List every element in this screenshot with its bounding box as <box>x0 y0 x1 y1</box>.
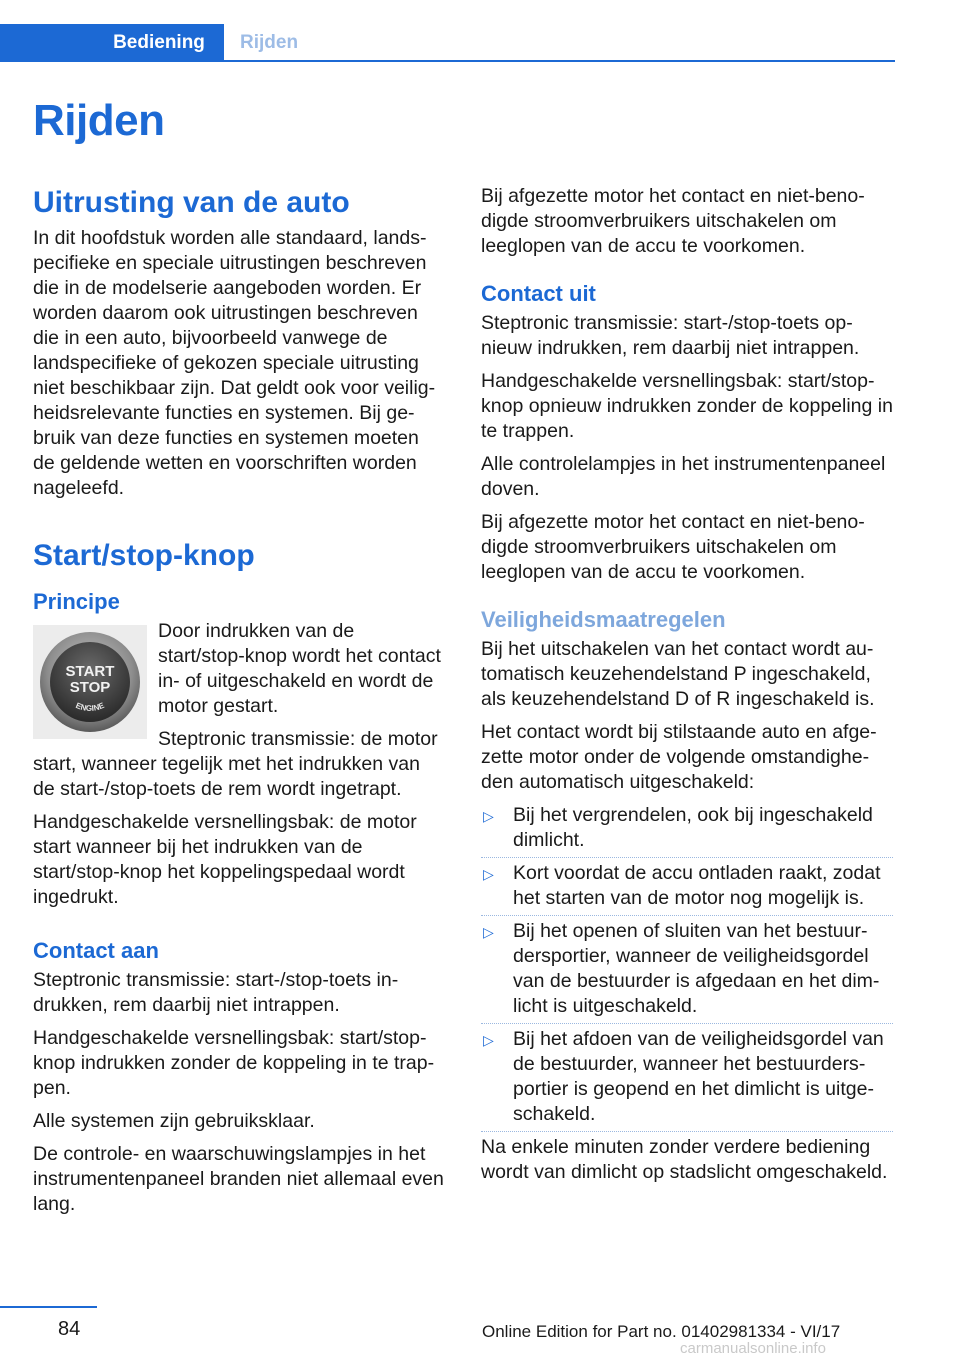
page-number: 84 <box>58 1318 81 1340</box>
watermark: carmanualsonline.info <box>680 1340 826 1357</box>
section-title-startstop: Start/stop-knop <box>33 539 255 572</box>
contact-aan-paragraph-1: Steptronic transmissie: start-/stop-toets indrukken, rem daarbij niet intrappen. <box>33 969 399 1016</box>
list-divider <box>481 856 893 858</box>
list-divider <box>481 1130 893 1132</box>
veiligheid-paragraph-3: Na enkele minuten zonder verdere bediening wordt van dimlicht op stadslicht omgeschakeld. <box>481 1136 888 1183</box>
contact-aan-paragraph-2: Handgeschakelde versnellingsbak: start/stop-knop indrukken zonder de koppeling in te trappen. <box>33 1027 435 1099</box>
contact-uit-paragraph-3: Alle controlelampjes in het instrumentenpaneel doven. <box>481 453 886 500</box>
principe-block <box>33 619 445 910</box>
triangle-bullet-icon: ▷ <box>483 866 494 882</box>
veiligheid-paragraph-2: Het contact wordt bij stilstaande auto en afgezette motor onder de volgende omstandigheden automatisch uitgeschakeld: <box>481 721 877 793</box>
footer-rule <box>0 1306 97 1308</box>
uitrusting-paragraph: In dit hoofdstuk worden alle standaard, landspecifieke en speciale uitrustingen beschreven die in de modelserie aangeboden worden. Er worden daarom ook uitrustingen beschreven die in een auto, bijvoorbeeld vanwege de landspecifieke of gekozen speciale uitrusting niet beschikbaar zijn. Dat geldt ook voor veiligheidsrelevante functies en systemen. Bij gebruik van deze functies en systemen moeten de geldende wetten en voorschriften worden nageleefd. <box>33 227 436 499</box>
subsection-title-contact-uit: Contact uit <box>481 281 596 306</box>
triangle-bullet-icon: ▷ <box>483 924 494 940</box>
contact-uit-paragraph-1: Steptronic transmissie: start-/stop-toets opnieuw indrukken, rem daarbij niet intrappen. <box>481 312 860 359</box>
list-item <box>481 803 893 853</box>
contact-uit-paragraph-4: Bij afgezette motor het contact en niet-benodigde stroomverbruikers uitschakelen om leeglopen van de accu te voorkomen. <box>481 511 865 583</box>
contact-uit-paragraph-2: Handgeschakelde versnellingsbak: start/stop-knop opnieuw indrukken zonder de koppeling in te trappen. <box>481 370 893 442</box>
shutdown-conditions-list <box>481 803 893 1127</box>
list-item-text: Bij het afdoen van de veiligheidsgordel van de bestuurder, wanneer het bestuurdersportier is geopend en het dimlicht is uitgeschakeld. <box>513 1028 884 1125</box>
contact-aan-paragraph-4: De controle- en waarschuwingslampjes in het instrumentenpaneel branden niet allemaal even lang. <box>33 1143 444 1215</box>
contact-aan-paragraph-3: Alle systemen zijn gebruiksklaar. <box>33 1110 315 1132</box>
tab-rijden[interactable]: Rijden <box>240 32 299 53</box>
list-item-text: Kort voordat de accu ontladen raakt, zodat het starten van de motor nog mogelijk is. <box>513 862 881 909</box>
page-title: Rijden <box>33 96 165 145</box>
list-divider <box>481 914 893 916</box>
list-item-text: Bij het vergrendelen, ook bij ingeschakeld dimlicht. <box>513 804 873 851</box>
edition-note: Online Edition for Part no. 01402981334 - VI/17 <box>482 1322 841 1341</box>
chapter-tab-bar <box>0 24 895 62</box>
section-title-uitrusting: Uitrusting van de auto <box>33 186 350 219</box>
subsection-title-contact-aan: Contact aan <box>33 938 159 963</box>
list-divider <box>481 1022 893 1024</box>
list-item <box>481 1027 893 1127</box>
list-item <box>481 919 893 1019</box>
tab-bediening[interactable]: Bediening <box>94 24 224 62</box>
list-item <box>481 861 893 911</box>
triangle-bullet-icon: ▷ <box>483 808 494 824</box>
button-label-start: START <box>65 663 115 680</box>
tab-bar-left-strip <box>0 24 94 62</box>
tab-bar-rule <box>0 60 895 62</box>
veiligheid-paragraph-1: Bij het uitschakelen van het contact wordt automatisch keuzehendelstand P ingeschakeld, als keuzehendelstand D of R ingeschakeld is. <box>481 638 875 710</box>
start-stop-engine-icon <box>38 630 142 734</box>
button-label-stop: STOP <box>69 679 111 696</box>
triangle-bullet-icon: ▷ <box>483 1032 494 1048</box>
subsection-title-veiligheid: Veiligheidsmaatregelen <box>481 607 726 632</box>
subsection-title-principe: Principe <box>33 589 120 614</box>
right-column <box>481 184 893 1193</box>
start-stop-button-image <box>33 625 147 739</box>
right-intro-paragraph: Bij afgezette motor het contact en niet-benodigde stroomverbruikers uitschakelen om leeglopen van de accu te voorkomen. <box>481 185 865 257</box>
principe-paragraph-3: Handgeschakelde versnellingsbak: de motor start wanneer bij het indrukken van de start/stop-knop het koppelingspedaal wordt ingedrukt. <box>33 811 417 908</box>
principe-paragraph-1: Door indrukken van de start/stop-knop wordt het contact in- of uitgeschakeld en wordt de motor gestart. <box>158 620 441 717</box>
list-item-text: Bij het openen of sluiten van het bestuurdersportier, wanneer de veiligheidsgordel van de bestuurder is afgedaan en het dimlicht is uitgeschakeld. <box>513 920 880 1017</box>
button-label-engine: ENGINE <box>74 700 106 713</box>
principe-paragraph-2: Steptronic transmissie: de motor start, wanneer tegelijk met het indrukken van de start-/stop-toets de rem wordt ingetrapt. <box>33 728 438 800</box>
left-column <box>33 184 445 1225</box>
